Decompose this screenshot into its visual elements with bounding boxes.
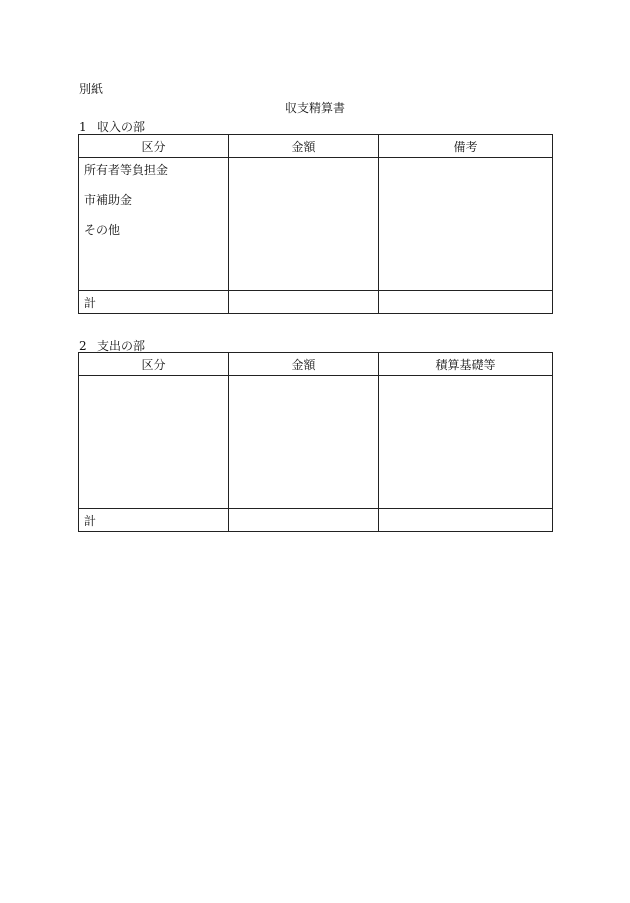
income-items-cell (79, 158, 229, 291)
expense-header-basis: 積算基礎等 (379, 353, 553, 376)
expense-header-category: 区分 (79, 353, 229, 376)
expense-header-amount: 金額 (229, 353, 379, 376)
income-header-remarks: 備考 (379, 135, 553, 158)
income-total-remarks (379, 291, 553, 314)
income-table (78, 134, 553, 314)
income-item-owner-contribution: 所有者等負担金 (84, 163, 169, 177)
income-body-row (79, 158, 553, 291)
income-item-other: その他 (84, 223, 121, 237)
document-title: 収支精算書 (284, 101, 345, 115)
expense-table (78, 352, 553, 532)
income-header-row (79, 135, 553, 158)
attachment-label: 別紙 (79, 82, 104, 96)
expense-amount-cell (229, 376, 379, 509)
expense-section-number: 2 (79, 339, 87, 353)
income-total-amount (229, 291, 379, 314)
income-section-number: 1 (79, 120, 87, 134)
expense-total-amount (229, 509, 379, 532)
income-amount-cell (229, 158, 379, 291)
income-remarks-cell (379, 158, 553, 291)
expense-total-basis (379, 509, 553, 532)
income-item-city-subsidy: 市補助金 (84, 193, 133, 207)
expense-total-label: 計 (79, 509, 229, 532)
expense-total-row (79, 509, 553, 532)
income-total-label: 計 (79, 291, 229, 314)
expense-header-row (79, 353, 553, 376)
income-header-amount: 金額 (229, 135, 379, 158)
income-section-title: 収入の部 (97, 120, 146, 134)
income-section-heading (79, 118, 145, 135)
income-total-row (79, 291, 553, 314)
expense-section-title: 支出の部 (97, 339, 146, 353)
expense-category-cell (79, 376, 229, 509)
income-header-category: 区分 (79, 135, 229, 158)
expense-basis-cell (379, 376, 553, 509)
expense-body-row (79, 376, 553, 509)
